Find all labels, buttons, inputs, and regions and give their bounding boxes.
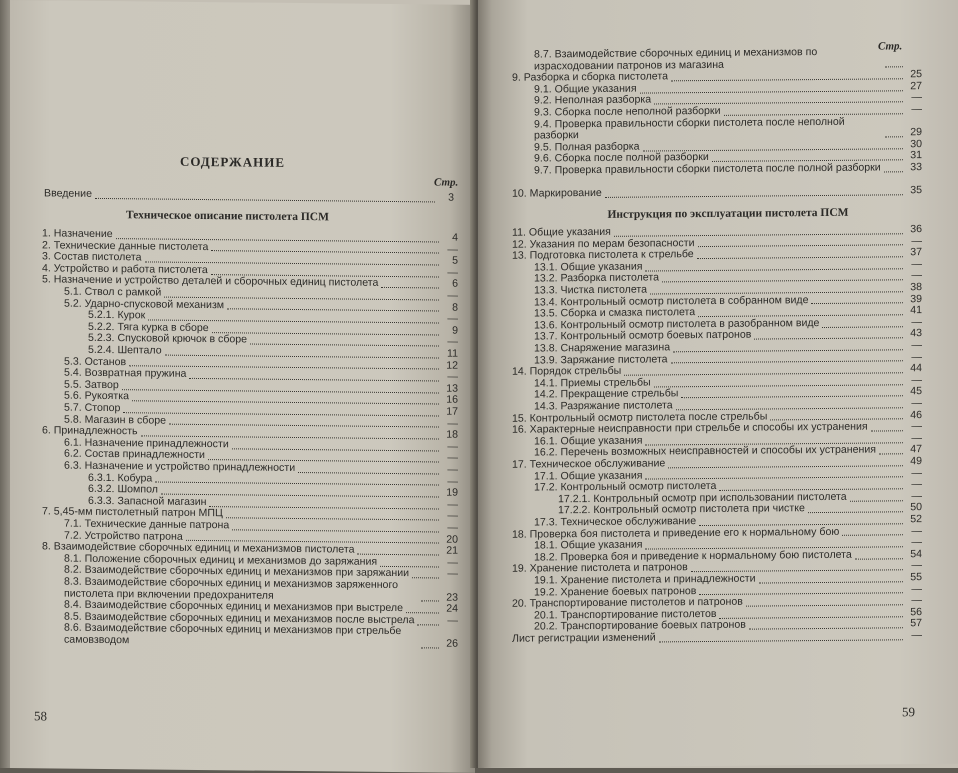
toc-entry-page: — [442, 615, 458, 627]
toc-entry-text: 7. 5,45-мм пистолетный патрон МПЦ [42, 507, 223, 521]
toc-entry-page: 31 [906, 151, 922, 163]
toc-entry-text: 5.2.3. Спусковой крючок в сборе [88, 333, 247, 346]
toc-entry-text: 9.4. Проверка правильности сборки пистолета после неполной разборки [534, 116, 882, 142]
toc-entry-text: 6.3.1. Кобура [88, 472, 152, 484]
toc-entry-text: 13.7. Контрольный осмотр боевых патронов [534, 330, 751, 344]
toc-entry-page: — [906, 468, 922, 480]
toc-entry-page: 21 [442, 546, 458, 558]
dot-leader [746, 604, 903, 606]
toc-entry-page: — [906, 398, 922, 410]
toc-entry-text: 10. Маркирование [512, 188, 602, 201]
toc-entry-text: 5.2.2. Тяга курка в сборе [88, 322, 209, 335]
toc-entry-page: 26 [442, 639, 458, 651]
toc-entry-page: 29 [906, 127, 922, 139]
toc-list-left [10, 0, 475, 5]
toc-entry-text: 8. Взаимодействие сборочных единиц и механизмов пистолета [42, 542, 354, 557]
toc-entry-text: 7.1. Технические данные патрона [64, 519, 229, 533]
dot-leader [885, 136, 903, 137]
toc-entry-text: 9. Разборка и сборка пистолета [512, 72, 668, 85]
toc-entry-page: — [442, 267, 458, 279]
toc-entry-text: 13.2. Разборка пистолета [534, 273, 659, 286]
dot-leader [381, 287, 439, 289]
toc-entry-text: 9.6. Сборка после полной разборки [534, 152, 709, 165]
toc-entry-page: — [906, 236, 922, 248]
toc-entry-text: 8.3. Взаимодействие сборочных единиц и механизмов заряженного пистолета при включении предохранителя [64, 577, 418, 604]
toc-entry-text: 15. Контрольный осмотр пистолета после стрельбы [512, 411, 767, 425]
toc-entry-text: 4. Устройство и работа пистолета [42, 263, 208, 277]
toc-entry-text: 17.2.1. Контрольный осмотр при использовании пистолета [558, 492, 847, 506]
toc-entry-text: 18.1. Общие указания [534, 540, 642, 553]
toc-entry-page: 55 [906, 572, 922, 584]
toc-entry-text: 14.3. Разряжание пистолета [534, 400, 673, 413]
toc-entry-page: — [442, 569, 458, 581]
toc-entry-page: 8 [442, 302, 458, 314]
toc-entry-page: 4 [442, 233, 458, 245]
toc-entry-text: 3. Состав пистолета [42, 252, 142, 265]
toc-entry-text: 17.1. Общие указания [534, 470, 642, 483]
toc-entry-page: 37 [906, 247, 922, 259]
dot-leader [412, 577, 439, 578]
toc-entry-text: 17. Техническое обслуживание [512, 458, 665, 471]
toc-entry-page: — [442, 418, 458, 430]
dot-leader [759, 581, 903, 583]
toc-entry-page: 47 [906, 445, 922, 457]
page-column-header: Стр. [434, 176, 458, 188]
toc-entry-page: — [442, 523, 458, 535]
toc-entry-page: 9 [442, 325, 458, 337]
toc-entry-text: 17.3. Техническое обслуживание [534, 516, 696, 529]
toc-entry-text: 6. Принадлежность [42, 426, 138, 439]
toc-entry-page: — [906, 317, 922, 329]
toc-entry-page: — [442, 511, 458, 523]
toc-entry-text: 13.1. Общие указания [534, 261, 642, 274]
toc-entry-page: 52 [906, 514, 922, 526]
page-column-header: Стр. [878, 40, 902, 52]
toc-entry-text: 6.2. Состав принадлежности [64, 449, 205, 462]
page-number: 58 [34, 708, 47, 724]
toc-entry-text: 8.6. Взаимодействие сборочных единиц и механизмов при стрельбе самовзводом [64, 623, 418, 650]
toc-entry-text: 20.2. Транспортирование боевых патронов [534, 620, 746, 634]
toc-entry-page: 19 [442, 488, 458, 500]
toc-entry-text: 6.3. Назначение и устройство принадлежности [64, 461, 295, 475]
toc-entry-page: — [906, 93, 922, 105]
toc-entry-text: 7.2. Устройство патрона [64, 530, 183, 543]
toc-entry-page: 49 [906, 456, 922, 468]
toc-entry-page: — [906, 526, 922, 538]
toc-entry-page: — [906, 421, 922, 433]
toc-entry-text: 5.4. Возвратная пружина [64, 368, 186, 381]
toc-entry-page: — [442, 291, 458, 303]
dot-leader [842, 535, 903, 537]
toc-entry-page: — [906, 104, 922, 116]
toc-entry-text: 5.2.1. Курок [88, 310, 145, 322]
toc-entry-text: 13. Подготовка пистолета к стрельбе [512, 249, 694, 262]
toc-entry-page: 23 [442, 592, 458, 604]
toc-entry-page: — [442, 499, 458, 511]
toc-entry-page: — [442, 465, 458, 477]
toc-entry-text: 9.5. Полная разборка [534, 141, 640, 154]
dot-leader [749, 627, 903, 629]
toc-entry-text: Лист регистрации изменений [512, 632, 656, 645]
toc-entry-text: 5.2.4. Шептало [88, 345, 162, 358]
toc-entry-page: — [442, 244, 458, 256]
toc-entry [534, 162, 922, 177]
toc-entry-page: — [906, 479, 922, 491]
toc-entry-text: 13.8. Снаряжение магазина [534, 342, 670, 355]
toc-entry-page: — [906, 375, 922, 387]
toc-entry-page: 56 [906, 607, 922, 619]
toc-entry-page: — [442, 337, 458, 349]
toc-entry-page: 54 [906, 549, 922, 561]
toc-entry-page: — [906, 491, 922, 503]
toc-entry-page: 30 [906, 139, 922, 151]
toc-entry-text: 5.8. Магазин в сборе [64, 414, 166, 427]
toc-entry [64, 623, 458, 650]
toc-entry-page: 50 [906, 503, 922, 515]
toc-entry-text: 13.5. Сборка и смазка пистолета [534, 307, 695, 320]
toc-entry-text: 13.6. Контрольный осмотр пистолета в разобранном виде [534, 318, 819, 332]
toc-entry-page: 5 [442, 256, 458, 268]
toc-entry-text: 5.6. Рукоятка [64, 391, 129, 403]
toc-entry-text: 8.5. Взаимодействие сборочных единиц и механизмов после выстрела [64, 611, 414, 626]
toc-entry-text: 12. Указания по мерам безопасности [512, 238, 695, 251]
dot-leader [808, 511, 903, 513]
toc-entry-page: 46 [906, 410, 922, 422]
toc-entry-text: 19.2. Хранение боевых патронов [534, 586, 696, 599]
toc-entry [512, 185, 922, 200]
toc-entry-text: 5. Назначение и устройство деталей и сборочных единиц пистолета [42, 275, 378, 290]
toc-entry-text: 9.1. Общие указания [534, 83, 637, 96]
toc-entry-text: 20. Транспортирование пистолетов и патронов [512, 597, 743, 611]
toc-entry-page: — [906, 259, 922, 271]
toc-entry-text: 14.1. Приемы стрельбы [534, 377, 651, 390]
toc-entry-text: 14.2. Прекращение стрельбы [534, 389, 678, 402]
toc-entry-text: 9.3. Сборка после неполной разборки [534, 106, 721, 119]
toc-entry-text: 8.1. Положение сборочных единиц и механизмов до заряжания [64, 553, 377, 568]
dot-leader [811, 303, 903, 305]
dot-leader [421, 600, 439, 601]
dot-leader [850, 500, 903, 501]
dot-leader [855, 558, 903, 559]
toc-entry-page: 43 [906, 329, 922, 341]
toc-entry-text: 19. Хранение пистолета и патронов [512, 563, 688, 576]
toc-entry-page: — [906, 271, 922, 283]
toc-entry-text: 1. Назначение [42, 228, 113, 241]
toc-entry-page: — [906, 561, 922, 573]
toc-entry-text: 5.7. Стопор [64, 403, 120, 415]
toc-entry-text: 14. Порядок стрельбы [512, 366, 621, 379]
toc-entry-text: 17.2.2. Контрольный осмотр пистолета при чистке [558, 504, 805, 518]
toc-entry-page: — [906, 630, 922, 642]
toc-entry-page: 17 [442, 407, 458, 419]
toc-entry-text: 11. Общие указания [512, 227, 611, 240]
section-title-tech: Техническое описание пистолета ПСМ [10, 208, 475, 225]
toc-entry-text: 20.1. Транспортирование пистолетов [534, 609, 716, 622]
toc-entry-page: 44 [906, 363, 922, 375]
toc-entry-text: 2. Технические данные пистолета [42, 240, 208, 254]
toc-entry-text: 16.1. Общие указания [534, 435, 642, 448]
toc-entry-text: 6.3.2. Шомпол [88, 484, 158, 497]
toc-entry-page: — [906, 352, 922, 364]
dot-leader [885, 66, 903, 67]
toc-entry-page: 38 [906, 282, 922, 294]
toc-entry-page: — [442, 476, 458, 488]
right-page [478, 0, 958, 768]
toc-entry-page: 24 [442, 604, 458, 616]
toc-entry-page: 16 [442, 395, 458, 407]
toc-entry-page: — [442, 557, 458, 569]
toc-entry-text: 17.2. Контрольный осмотр пистолета [534, 481, 716, 494]
toc-entry-text: 6.1. Назначение принадлежности [64, 437, 229, 451]
toc-entry-page: — [906, 340, 922, 352]
section-title-usage: Инструкция по эксплуатации пистолета ПСМ [498, 206, 958, 222]
toc-entry [534, 46, 922, 73]
toc-entry-page: 35 [906, 185, 922, 197]
toc-entry-page: 11 [442, 349, 458, 361]
toc-entry-page: 27 [906, 81, 922, 93]
toc-entry [534, 116, 922, 143]
left-page [10, 0, 475, 773]
dot-leader [879, 453, 903, 454]
dot-leader [659, 639, 903, 642]
toc-entry-text: 5.5. Затвор [64, 379, 119, 391]
toc-entry-text: 5.3. Останов [64, 356, 126, 368]
toc-entry-page: 41 [906, 305, 922, 317]
toc-entry-text: 13.3. Чистка пистолета [534, 285, 647, 298]
toc-entry-text: 8.7. Взаимодействие сборочных единиц и механизмов по израсходовании патронов из магазина [534, 46, 882, 72]
toc-entry-page: 6 [442, 279, 458, 291]
toc-entry-text: 9.2. Неполная разборка [534, 95, 651, 108]
toc-entry-page: 20 [442, 534, 458, 546]
dot-leader [421, 647, 439, 648]
toc-entry-text: 9.7. Проверка правильности сборки пистолета после полной разборки [534, 162, 881, 177]
dot-leader [754, 337, 903, 339]
toc-entry-page: — [906, 433, 922, 445]
toc-entry-text: 5.1. Ствол с рамкой [64, 287, 161, 300]
toc-entry-page: 12 [442, 360, 458, 372]
toc-entry-page: — [906, 595, 922, 607]
toc-entry-page: — [442, 372, 458, 384]
toc-entry-page: — [442, 314, 458, 326]
toc-entry-text: 6.3.3. Запасной магазин [88, 496, 206, 509]
toc-entry-page: 25 [906, 69, 922, 81]
dot-leader [417, 624, 439, 625]
toc-entry [512, 630, 922, 645]
toc-entry-text: 13.9. Заряжание пистолета [534, 354, 668, 367]
toc-entry-text: 5.2. Ударно-спусковой механизм [64, 298, 224, 311]
toc-entry-page: 36 [906, 224, 922, 236]
toc-entry-page: — [442, 453, 458, 465]
toc-entry-page: 39 [906, 294, 922, 306]
toc-heading: СОДЕРЖАНИЕ [10, 152, 475, 173]
toc-entry-page: 33 [906, 162, 922, 174]
toc-entry-page: — [906, 584, 922, 596]
toc-entry-text: 18.2. Проверка боя и приведение к нормальному бою пистолета [534, 550, 852, 565]
toc-entry-text: 8.2. Взаимодействие сборочных единиц и механизмов при заряжании [64, 565, 409, 580]
toc-entry-text: 16. Характерные неисправности при стрельбе и способы их устранения [512, 422, 868, 437]
dot-leader [822, 326, 903, 328]
toc-entry-page: — [442, 441, 458, 453]
toc-entry-text: 16.2. Перечень возможных неисправностей и способы их устранения [534, 445, 876, 460]
dot-leader [871, 430, 903, 431]
dot-leader [884, 171, 903, 172]
toc-entry-text: 8.4. Взаимодействие сборочных единиц и механизмов при выстреле [64, 600, 403, 615]
toc-entry-intro: Введение 3 [44, 188, 454, 204]
toc-entry-page: 45 [906, 387, 922, 399]
toc-entry-text: 13.4. Контрольный осмотр пистолета в собранном виде [534, 295, 808, 309]
toc-entry-text: 18. Проверка боя пистолета и приведение его к нормальному бою [512, 526, 839, 541]
dot-leader [605, 194, 903, 198]
page-number: 59 [902, 704, 915, 720]
toc-entry-page: — [906, 537, 922, 549]
toc-entry-page: 18 [442, 430, 458, 442]
toc-entry-page: 57 [906, 619, 922, 631]
toc-entry-text: 19.1. Хранение пистолета и принадлежности [534, 574, 756, 588]
toc-entry-page: 13 [442, 383, 458, 395]
